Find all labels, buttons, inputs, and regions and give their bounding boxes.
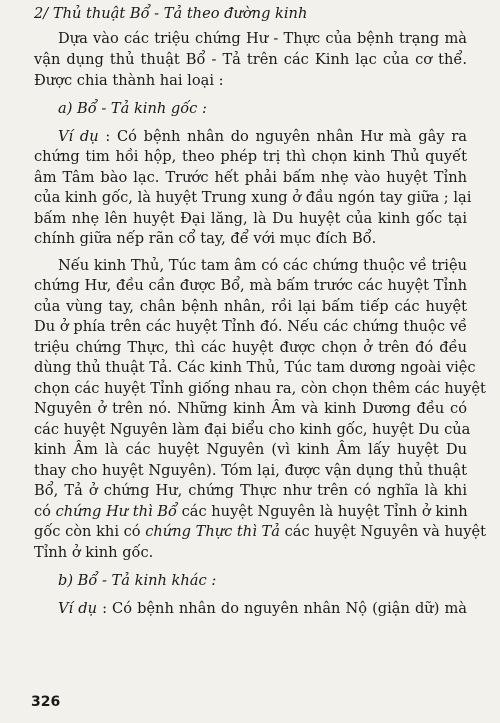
example-label: Ví dụ xyxy=(58,600,98,617)
example-2-text: : Có bệnh nhân do nguyên nhân Nộ (giận dữ) mà xyxy=(97,600,467,617)
para-2-line-13 xyxy=(34,502,467,522)
text-run: các huyệt Nguyên và huyệt xyxy=(279,523,487,540)
para-2-line-4: Du ở phía trên các huyệt Tỉnh đó. Nếu các chứng thuộc về xyxy=(34,318,467,335)
para-2-line-15: Tỉnh ở kinh gốc. xyxy=(34,544,154,561)
text-run: có xyxy=(34,503,56,520)
italic-run: chứng Thực thì Tả xyxy=(145,523,280,540)
example-1-line-1 xyxy=(34,127,467,147)
text-run: các huyệt Nguyên là huyệt Tỉnh ở kinh xyxy=(176,503,468,520)
example-label: Ví dụ xyxy=(58,128,99,145)
section-heading: 2/ Thủ thuật Bổ - Tả theo đường kinh xyxy=(34,5,308,22)
para-2-line-10: kinh Âm là các huyệt Nguyên (vì kinh Âm lấy huyệt Du xyxy=(34,441,467,458)
subheading-b: b) Bổ - Tả kinh khác : xyxy=(58,572,217,589)
italic-run: chứng Hư thì Bổ xyxy=(55,503,177,520)
para-2-line-11: thay cho huyệt Nguyên). Tóm lại, được vận dụng thủ thuật xyxy=(34,462,467,479)
para-2-line-12: Bổ, Tả ở chứng Hư, chứng Thực như trên có nghĩa là khi xyxy=(34,482,467,499)
para-2-line-2: chứng Hư, đều cần được Bổ, mà bấm trước các huyệt Tỉnh xyxy=(34,277,467,294)
para-2-line-6: dùng thủ thuật Tả. Các kinh Thủ, Túc tam dương ngoài việc xyxy=(34,359,476,376)
para-2-line-1: Nếu kinh Thủ, Túc tam âm có các chứng thuộc về triệu xyxy=(58,257,467,274)
example-1-line-2: chứng tim hồi hộp, theo phép trị thì chọn kinh Thủ quyết xyxy=(34,148,467,165)
example-2-line-1 xyxy=(34,599,467,619)
example-1-line-3: âm Tâm bào lạc. Trước hết phải bấm nhẹ vào huyệt Tỉnh xyxy=(34,169,467,186)
page-number: 326 xyxy=(31,694,61,710)
example-1-line-4: của kinh gốc, là huyệt Trung xung ở đầu ngón tay giữa ; lại xyxy=(34,189,472,206)
intro-line-3: Được chia thành hai loại : xyxy=(34,72,224,89)
para-2-line-5: triệu chứng Thực, thì các huyệt được chọn ở trên đó đều xyxy=(34,339,467,356)
para-2-line-3: của vùng tay, chân bệnh nhân, rồi lại bấm tiếp các huyệt xyxy=(34,298,467,315)
subheading-a: a) Bổ - Tả kinh gốc : xyxy=(58,100,207,117)
para-2-line-9: các huyệt Nguyên làm đại biểu cho kinh gốc, huyệt Du của xyxy=(34,421,471,438)
intro-line-2: vận dụng thủ thuật Bổ - Tả trên các Kinh lạc của cơ thể. xyxy=(34,51,467,68)
intro-line-1: Dựa vào các triệu chứng Hư - Thực của bệnh trạng mà xyxy=(58,30,467,47)
para-2-line-7: chọn các huyệt Tỉnh giống nhau ra, còn chọn thêm các huyệt xyxy=(34,380,486,397)
example-1-line-6: chính giữa nếp rãn cổ tay, để với mục đích Bổ. xyxy=(34,230,377,247)
text-run: gốc còn khi có xyxy=(34,523,146,540)
para-2-line-14 xyxy=(34,522,487,542)
para-2-line-8: Nguyên ở trên nó. Những kinh Âm và kinh Dương đều có xyxy=(34,400,467,417)
example-1-line-5: bấm nhẹ lên huyệt Đại lăng, là Du huyệt của kinh gốc tại xyxy=(34,210,467,227)
example-1-text: : Có bệnh nhân do nguyên nhân Hư mà gây ra xyxy=(98,128,467,145)
